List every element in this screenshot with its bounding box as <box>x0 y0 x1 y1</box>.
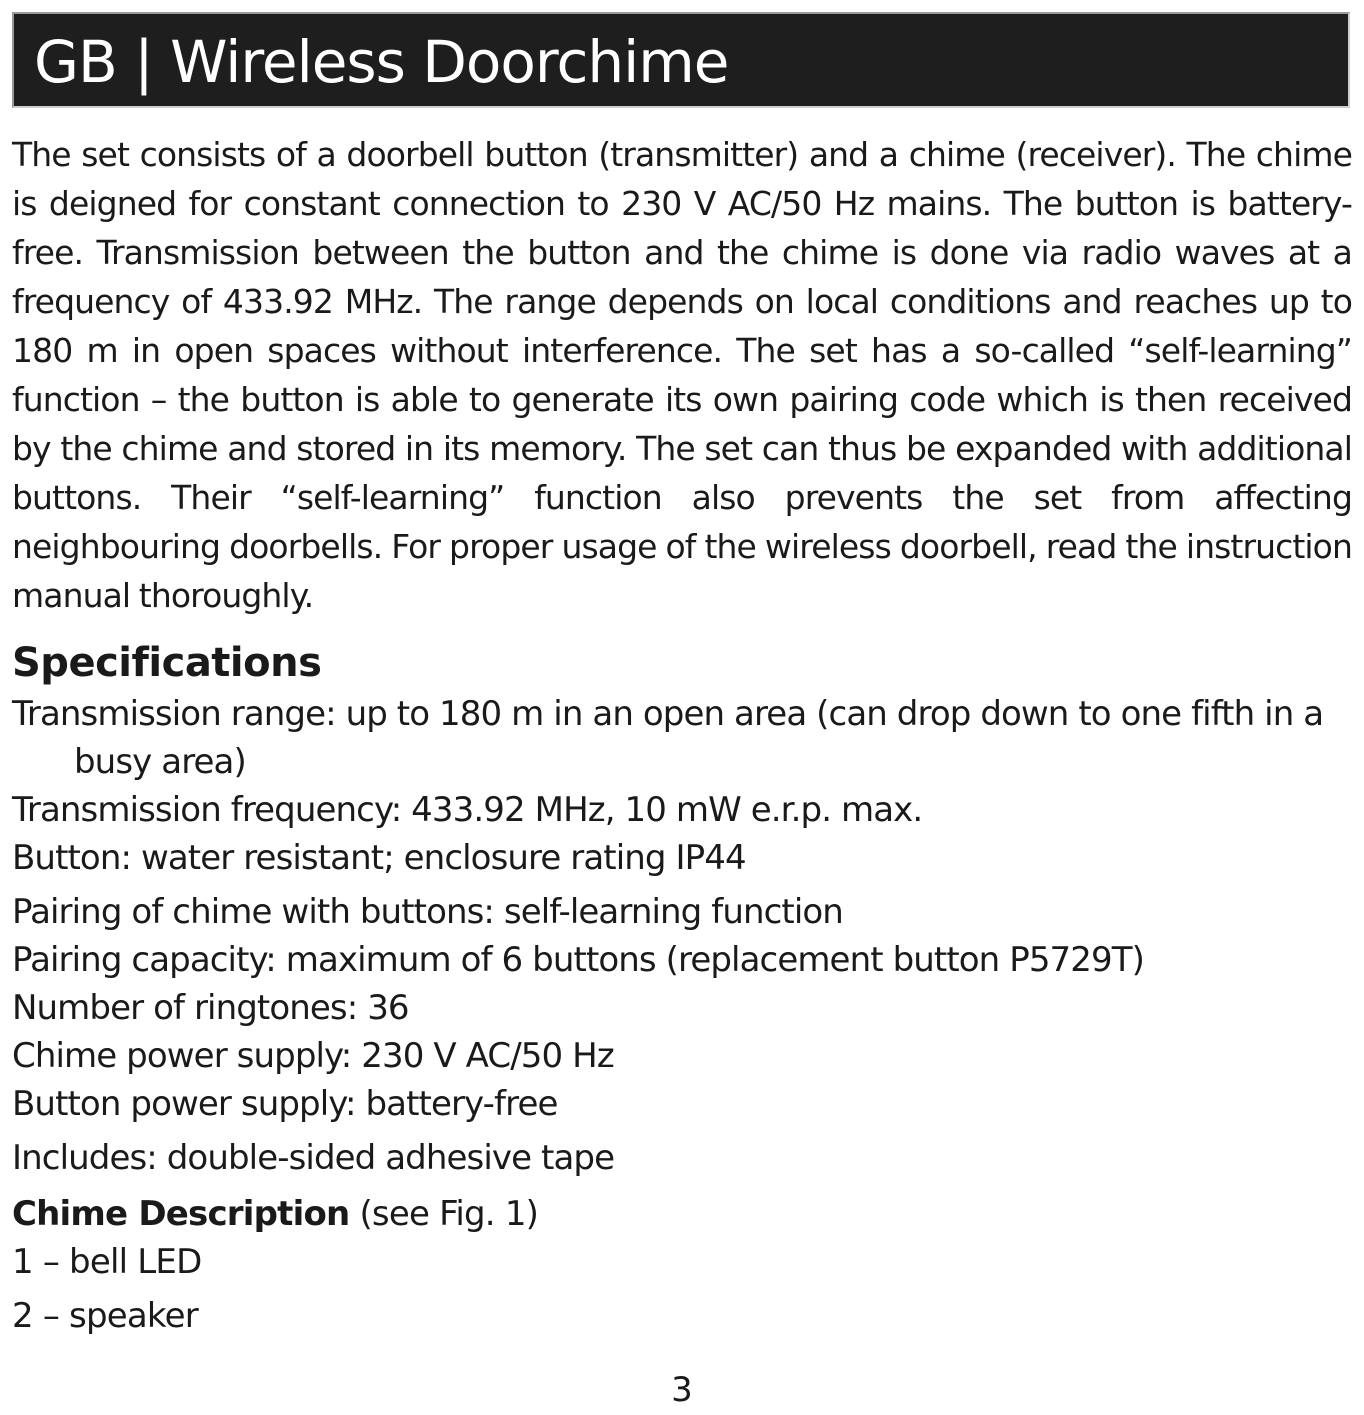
spec-pairing-capacity: Pairing capacity: maximum of 6 buttons (replacement button P5729T) <box>12 940 1144 980</box>
spec-transmission-range: Transmission range: up to 180 m in an open area (can drop down to one fifth in a busy area) <box>12 694 1324 782</box>
spec-ringtones: Number of ringtones: 36 <box>12 988 409 1028</box>
specifications-list <box>12 690 1357 1182</box>
intro-paragraph: The set consists of a doorbell button (transmitter) and a chime (receiver). The chime is deigned for constant connection to 230 V AC/50 Hz mains. The button is battery-free. Transmission between the button and the chime is done via radio waves at a frequency of 433.92 MHz. The range depends on local conditions and reaches up to 180 m in open spaces without interference. The set has a so-called “self-learning” function – the button is able to generate its own pairing code which is then received by the chime and stored in its memory. The set can thus be expanded with additional buttons. Their “self-learning” function also prevents the set from affecting neighbouring doorbells. For proper usage of the wireless doorbell, read the instruction manual thoroughly. <box>12 135 1352 615</box>
specifications-heading: Specifications <box>12 640 322 686</box>
chime-description-title: Chime Description <box>12 1194 350 1234</box>
spec-pairing-method: Pairing of chime with buttons: self-learning function <box>12 892 843 932</box>
chime-description-note: (see Fig. 1) <box>359 1194 539 1234</box>
spec-button-power: Button power supply: battery-free <box>12 1084 558 1124</box>
part-item-bell-led: 1 – bell LED <box>12 1242 202 1282</box>
page-title: GB | Wireless Doorchime <box>34 28 729 96</box>
chime-description-heading <box>12 1190 538 1238</box>
spec-button-rating: Button: water resistant; enclosure rating IP44 <box>12 838 746 878</box>
spec-includes: Includes: double-sided adhesive tape <box>12 1138 615 1178</box>
spec-chime-power: Chime power supply: 230 V AC/50 Hz <box>12 1036 614 1076</box>
header-bar <box>12 12 1350 108</box>
chime-description-section <box>12 1190 538 1340</box>
part-item-speaker: 2 – speaker <box>12 1296 198 1336</box>
spec-transmission-frequency: Transmission frequency: 433.92 MHz, 10 mW e.r.p. max. <box>12 790 923 830</box>
page-number: 3 <box>671 1370 693 1410</box>
